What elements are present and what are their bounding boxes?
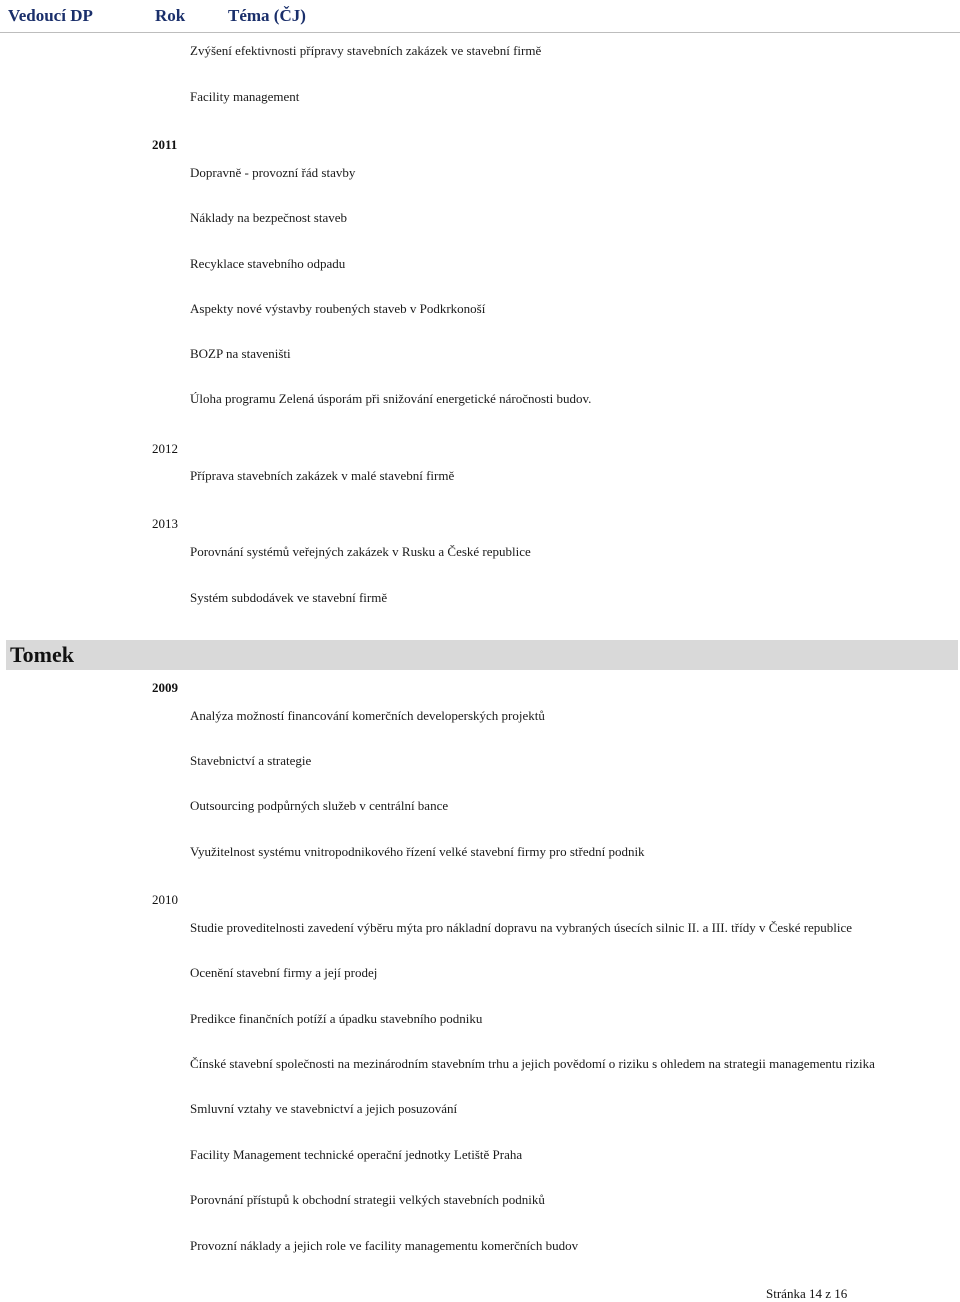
year-label: 2010 bbox=[152, 892, 178, 907]
topic-item: BOZP na staveništi bbox=[190, 346, 291, 361]
topic-item: Příprava stavebních zakázek v malé stavební firmě bbox=[190, 468, 455, 483]
topic-item: Čínské stavební společnosti na mezinárodním stavebním trhu a jejich povědomí o riziku s ohledem na strategii managementu rizika bbox=[190, 1056, 875, 1071]
year-label: 2013 bbox=[152, 516, 178, 531]
topic-item: Studie proveditelnosti zavedení výběru mýta pro nákladní dopravu na vybraných úsecích silnic II. a III. třídy v České republice bbox=[190, 920, 853, 935]
topic-item: Porovnání přístupů k obchodní strategii velkých stavebních podniků bbox=[190, 1192, 545, 1207]
topic-item: Provozní náklady a jejich role ve facility managementu komerčních budov bbox=[190, 1238, 579, 1253]
page-number: Stránka 14 z 16 bbox=[766, 1286, 848, 1301]
header-topic: Téma (ČJ) bbox=[228, 6, 306, 25]
topic-item: Facility management bbox=[190, 89, 300, 104]
year-label: 2009 bbox=[152, 680, 178, 695]
topic-item: Smluvní vztahy ve stavebnictví a jejich posuzování bbox=[190, 1101, 458, 1116]
topic-item: Analýza možností financování komerčních developerských projektů bbox=[190, 708, 545, 723]
topic-item: Využitelnost systému vnitropodnikového řízení velké stavební firmy pro střední podnik bbox=[190, 844, 645, 859]
topic-item: Náklady na bezpečnost staveb bbox=[190, 210, 348, 225]
topic-item: Aspekty nové výstavby roubených staveb v Podkrkonoší bbox=[190, 301, 486, 316]
topic-item: Predikce finančních potíží a úpadku stavebního podniku bbox=[190, 1011, 483, 1026]
topic-item: Zvýšení efektivnosti přípravy stavebních zakázek ve stavební firmě bbox=[190, 43, 542, 58]
topic-item: Porovnání systémů veřejných zakázek v Rusku a České republice bbox=[190, 544, 531, 559]
topic-item: Úloha programu Zelená úsporám při snižování energetické náročnosti budov. bbox=[190, 391, 592, 406]
topic-item: Facility Management technické operační jednotky Letiště Praha bbox=[190, 1147, 523, 1162]
year-label: 2011 bbox=[152, 137, 178, 152]
supervisor-section-header bbox=[6, 640, 958, 670]
topic-item: Stavebnictví a strategie bbox=[190, 753, 312, 768]
header-supervisor: Vedoucí DP bbox=[8, 6, 93, 25]
year-label: 2012 bbox=[152, 441, 178, 456]
supervisor-name: Tomek bbox=[10, 642, 74, 667]
topic-item: Dopravně - provozní řád stavby bbox=[190, 165, 356, 180]
topic-item: Outsourcing podpůrných služeb v centrální bance bbox=[190, 798, 449, 813]
topic-item: Recyklace stavebního odpadu bbox=[190, 256, 346, 271]
topic-item: Ocenění stavební firmy a její prodej bbox=[190, 965, 378, 980]
topic-item: Systém subdodávek ve stavební firmě bbox=[190, 590, 388, 605]
header-year: Rok bbox=[155, 6, 186, 25]
table-header bbox=[0, 0, 960, 33]
